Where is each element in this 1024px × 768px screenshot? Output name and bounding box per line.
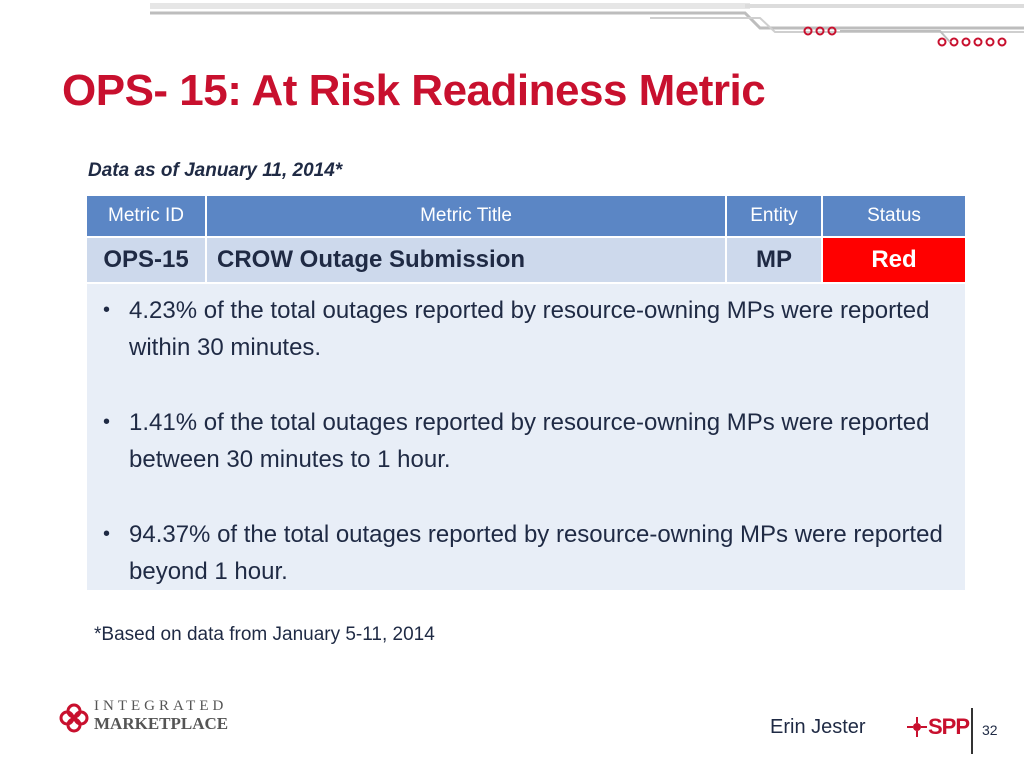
metric-title-cell: CROW Outage Submission <box>206 237 726 283</box>
header-metric-id: Metric ID <box>86 195 206 237</box>
metric-id-cell: OPS-15 <box>86 237 206 283</box>
header-entity: Entity <box>726 195 822 237</box>
details-row <box>86 283 966 591</box>
list-item <box>97 516 945 590</box>
presenter-name: Erin Jester <box>770 716 866 738</box>
data-as-of-label: Data as of January 11, 2014* <box>88 160 343 181</box>
logo-line-2: MARKETPLACE <box>94 714 229 733</box>
metric-table <box>85 194 967 592</box>
footer-divider <box>971 708 973 754</box>
list-item-text: 4.23% of the total outages reported by resource-owning MPs were reported within 30 minutes. <box>129 297 930 361</box>
spp-logo-text: SPP <box>928 714 970 739</box>
footnote: *Based on data from January 5-11, 2014 <box>94 624 435 645</box>
bullet-icon: • <box>103 523 111 545</box>
list-item-text: 94.37% of the total outages reported by resource-owning MPs were reported beyond 1 hour. <box>129 521 943 585</box>
header-line-low <box>650 18 1024 32</box>
bullet-icon: • <box>103 299 111 321</box>
details-cell <box>86 283 966 591</box>
list-item <box>97 404 945 478</box>
marketplace-emblem-icon <box>58 702 90 734</box>
header-bar-top <box>150 3 750 9</box>
spp-emblem-icon <box>906 716 928 738</box>
spp-logo <box>906 712 970 746</box>
header-metric-title: Metric Title <box>206 195 726 237</box>
logo-line-1: INTEGRATED <box>94 698 228 714</box>
slide-title: OPS- 15: At Risk Readiness Metric <box>62 66 766 115</box>
header-decoration <box>0 0 1024 60</box>
integrated-marketplace-logo <box>58 700 258 740</box>
header-line-mid <box>150 13 1024 28</box>
entity-cell: MP <box>726 237 822 283</box>
list-item-text: 1.41% of the total outages reported by resource-owning MPs were reported between 30 minutes to 1 hour. <box>129 409 930 473</box>
list-item <box>97 292 945 366</box>
details-list <box>87 284 965 590</box>
table-header-row <box>86 195 966 237</box>
table-row <box>86 237 966 283</box>
status-badge: Red <box>822 237 966 283</box>
bullet-icon: • <box>103 411 111 433</box>
page-number: 32 <box>982 722 998 738</box>
header-status: Status <box>822 195 966 237</box>
